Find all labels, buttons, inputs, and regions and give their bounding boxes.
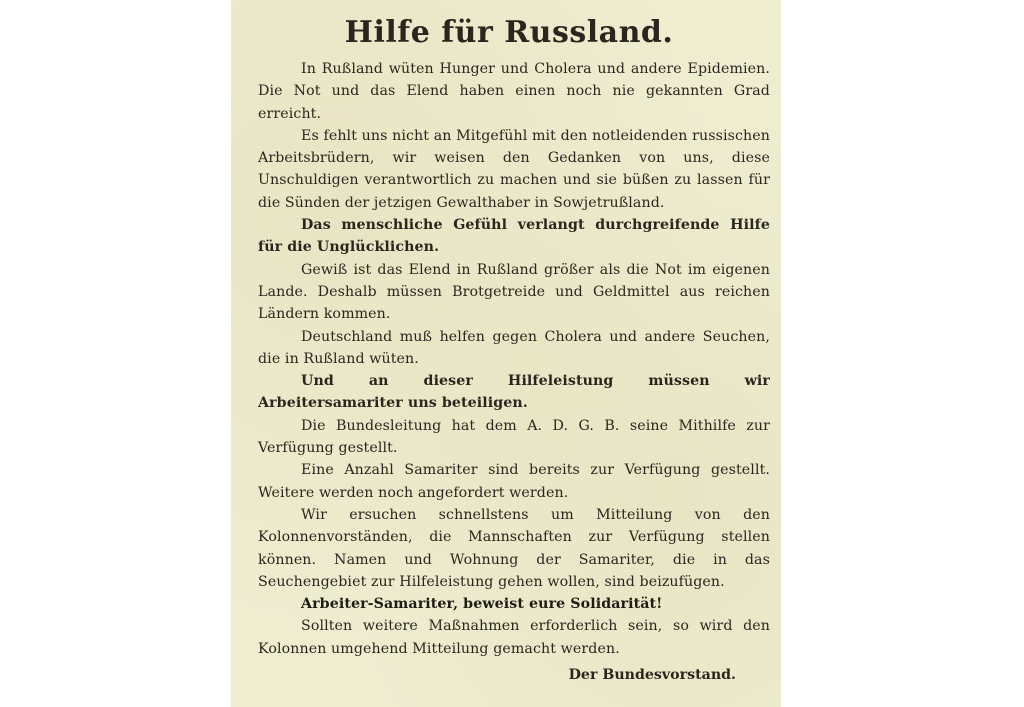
paragraph-solidarity-call: Arbeiter-Samariter, beweist eure Solidarität! — [301, 596, 663, 613]
paragraph-epidemics: In Rußland wüten Hunger und Cholera und andere Epidemien. Die Not und das Elend haben einen noch nie gekannten Grad erreicht. — [258, 61, 770, 122]
paragraph-samaritan-participation: Und an dieser Hilfeleistung müssen wir Arbeitersamariter uns beteiligen. — [258, 373, 770, 412]
paragraph-germany-must-help: Deutschland muß helfen gegen Cholera und andere Seuchen, die in Rußland wüten. — [258, 328, 770, 367]
article-signature: Der Bundesvorstand. — [568, 667, 736, 684]
paragraph-sympathy: Es fehlt uns nicht an Mitgefühl mit den notleidenden russischen Arbeitsbrüdern, wir weisen den Gedanken von uns, diese Unschuldigen verantwortlich zu machen und sie büßen zu lassen für die Sünden der jetzigen Gewalthaber in Sowjetrußland. — [258, 127, 770, 211]
paragraph-further-measures: Sollten weitere Maßnahmen erforderlich sein, so wird den Kolonnen umgehend Mitteilung gemacht werden. — [258, 618, 770, 657]
article-headline: Hilfe für Russland. — [344, 15, 674, 50]
paragraph-human-feeling: Das menschliche Gefühl verlangt durchgreifende Hilfe für die Unglücklichen. — [258, 217, 770, 256]
paragraph-samaritans-provided: Eine Anzahl Samariter sind bereits zur Verfügung gestellt. Weitere werden noch angefordert werden. — [258, 462, 770, 501]
newspaper-clipping — [231, 0, 781, 707]
paragraph-misery: Gewiß ist das Elend in Rußland größer als die Not im eigenen Lande. Deshalb müssen Brotgetreide und Geldmittel aus reichen Ländern kommen. — [258, 261, 770, 323]
paragraph-federal-leadership: Die Bundesleitung hat dem A. D. G. B. seine Mithilfe zur Verfügung gestellt. — [258, 417, 770, 457]
paragraph-request-notification: Wir ersuchen schnellstens um Mitteilung von den Kolonnenvorständen, die Mannschaften zur Verfügung stellen können. Namen und Wohnung der Samariter, die in das Seuchengebiet zur Hilfeleistung gehen wollen, sind beizufügen. — [258, 506, 770, 590]
